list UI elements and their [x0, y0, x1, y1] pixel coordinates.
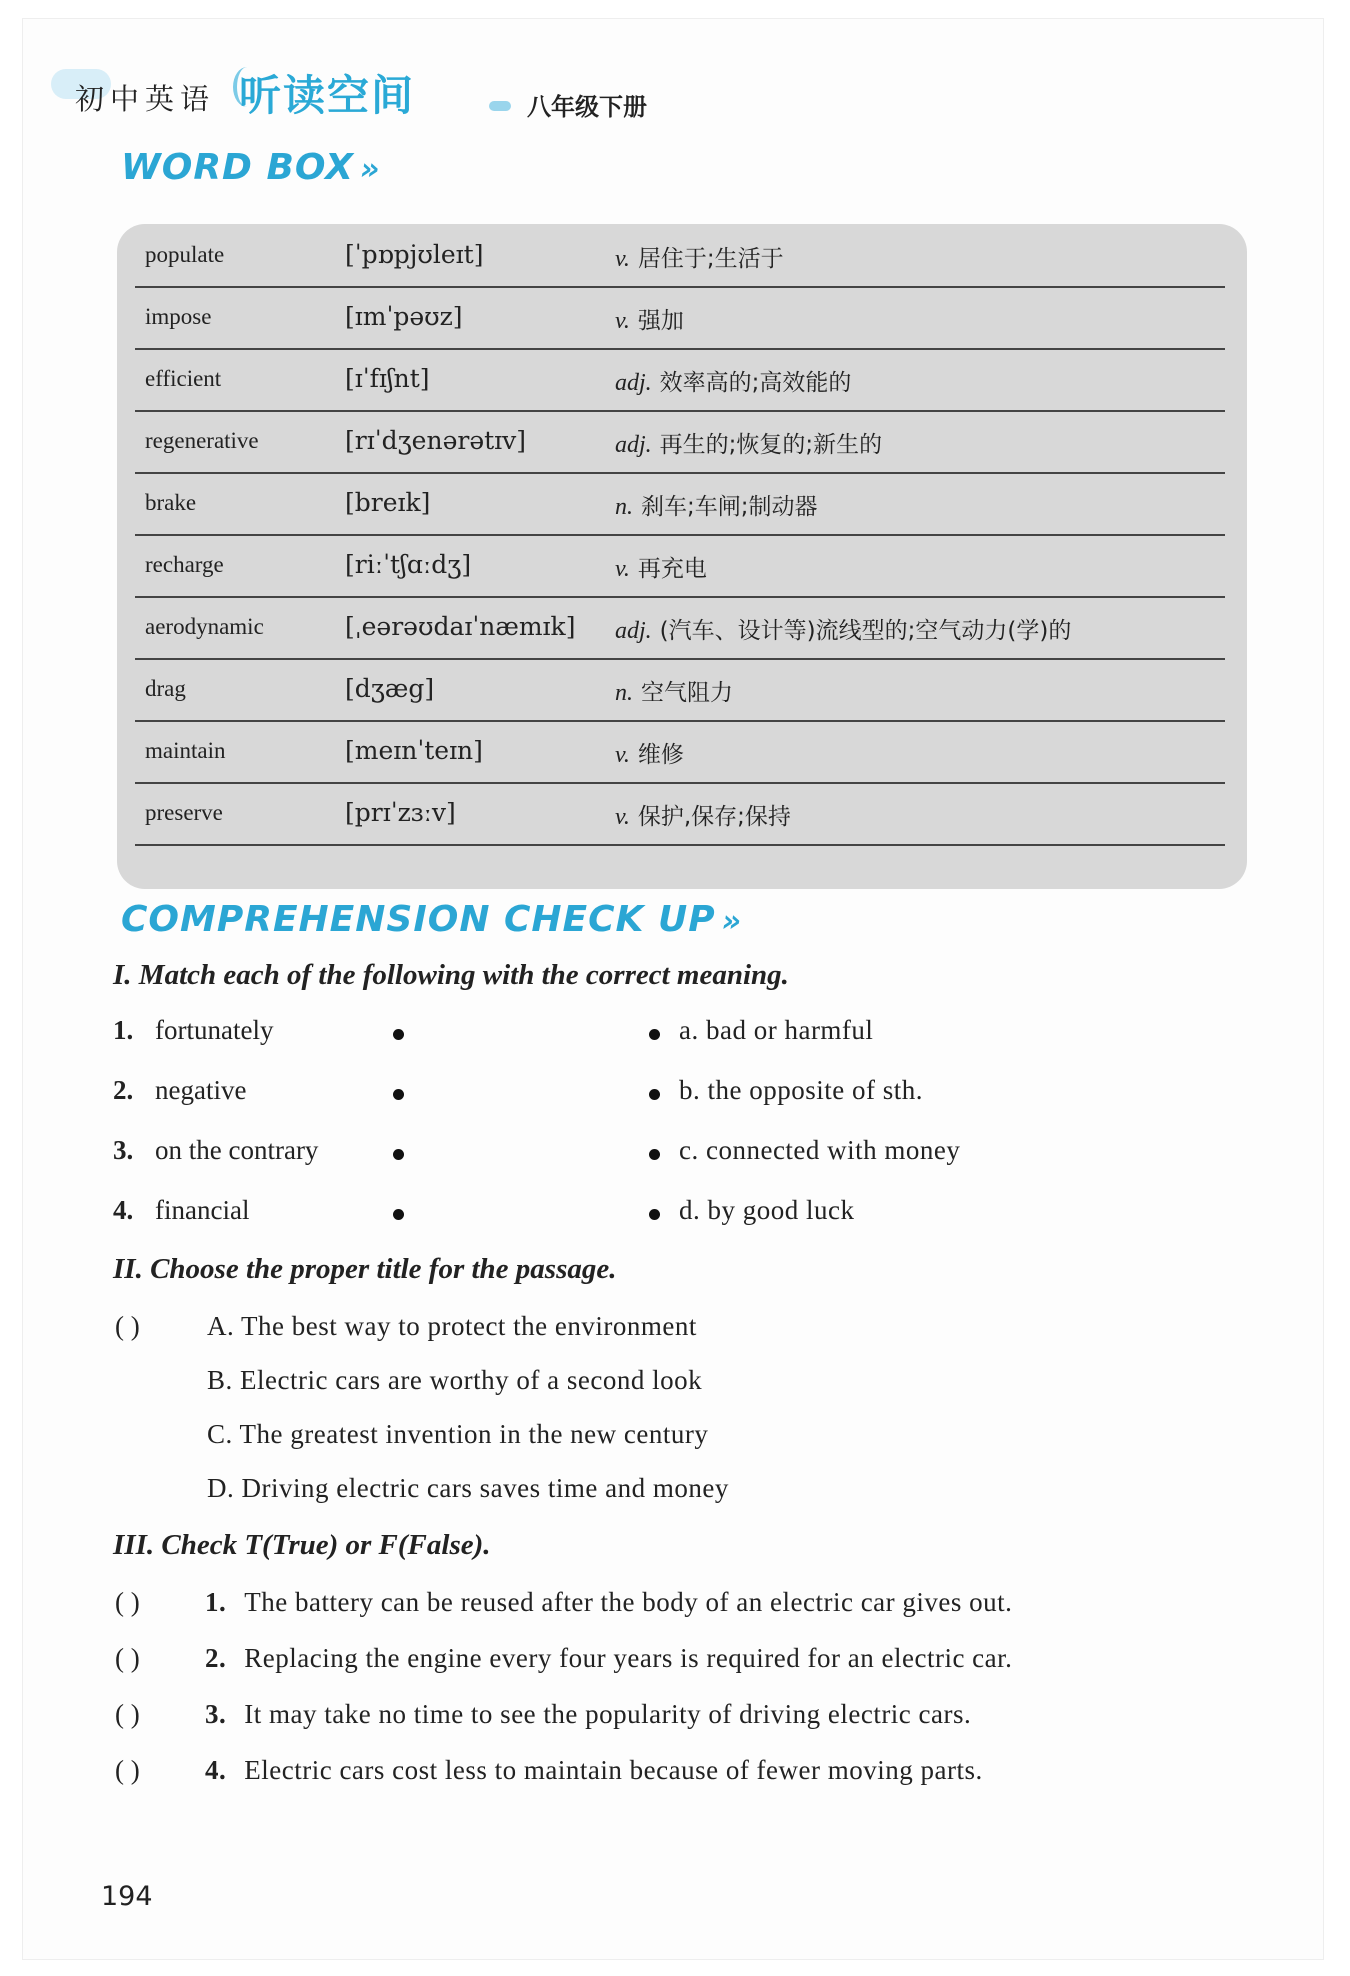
left-dot[interactable] — [393, 1209, 404, 1220]
option-b[interactable]: B. Electric cars are worthy of a second look — [207, 1365, 703, 1395]
meaning: 居住于;生活于 — [637, 246, 784, 272]
page-number: 194 — [101, 1881, 153, 1912]
tf-text: The battery can be reused after the body of an electric car gives out. — [244, 1587, 1013, 1617]
word-row — [135, 596, 1225, 660]
part-of-speech: v. — [615, 742, 630, 768]
part1-heading: I. Match each of the following with the correct meaning. — [113, 959, 789, 991]
definition — [615, 426, 882, 459]
tf-text: Replacing the engine every four years is required for an electric car. — [244, 1643, 1013, 1673]
pill-decoration — [489, 101, 511, 111]
phonetic: [ˌeərəʊdaɪˈnæmɪk] — [345, 612, 576, 641]
phonetic: [prɪˈzɜːv] — [345, 798, 456, 827]
word-row — [135, 534, 1225, 598]
match-item — [113, 1075, 1113, 1119]
meaning: 再充电 — [637, 556, 707, 582]
word-row — [135, 720, 1225, 784]
definition — [615, 364, 851, 397]
word: drag — [145, 676, 186, 701]
definition — [615, 612, 1071, 645]
match-item — [113, 1015, 1113, 1059]
word-box-title-text: WORD BOX — [121, 147, 354, 188]
option-d[interactable]: D. Driving electric cars saves time and money — [207, 1473, 729, 1503]
match-term: fortunately — [155, 1015, 274, 1045]
match-term: on the contrary — [155, 1135, 319, 1165]
answer-blank[interactable]: ( ) — [115, 1755, 140, 1785]
match-item — [113, 1195, 1113, 1239]
word-row — [135, 472, 1225, 536]
running-header — [51, 47, 1051, 137]
match-number: 1. — [113, 1015, 134, 1045]
word: populate — [145, 242, 225, 267]
part3-heading: III. Check T(True) or F(False). — [113, 1529, 491, 1561]
tf-statement — [205, 1587, 1012, 1618]
word-row — [135, 348, 1225, 412]
comprehension-title — [121, 899, 742, 940]
part-of-speech: adj. — [615, 432, 652, 458]
part-of-speech: n. — [615, 494, 633, 520]
option-c[interactable]: C. The greatest invention in the new century — [207, 1419, 709, 1449]
phonetic: [riːˈtʃɑːdʒ] — [345, 550, 472, 579]
word: brake — [145, 490, 197, 515]
match-number: 4. — [113, 1195, 134, 1225]
left-dot[interactable] — [393, 1029, 404, 1040]
right-dot[interactable] — [649, 1149, 660, 1160]
meaning: 保护,保存;保持 — [637, 804, 791, 830]
phonetic: [meɪnˈteɪn] — [345, 736, 483, 765]
left-dot[interactable] — [393, 1089, 404, 1100]
word: impose — [145, 304, 212, 329]
definition — [615, 798, 791, 831]
part-of-speech: adj. — [615, 370, 652, 396]
word-row — [135, 782, 1225, 846]
match-term: financial — [155, 1195, 250, 1225]
part-of-speech: n. — [615, 680, 633, 706]
page — [22, 18, 1324, 1960]
definition — [615, 736, 684, 769]
meaning: 强加 — [637, 308, 684, 334]
phonetic: [ˈpɒpjʊleɪt] — [345, 240, 484, 269]
match-number: 2. — [113, 1075, 134, 1105]
definition — [615, 240, 784, 273]
word: efficient — [145, 366, 222, 391]
match-meaning: d. by good luck — [679, 1195, 855, 1225]
phonetic: [breɪk] — [345, 488, 431, 517]
tf-statement — [205, 1643, 1012, 1674]
answer-blank[interactable]: ( ) — [115, 1643, 140, 1673]
word-box-table — [117, 224, 1247, 889]
match-meaning: c. connected with money — [679, 1135, 961, 1165]
part-of-speech: v. — [615, 246, 630, 272]
match-term: negative — [155, 1075, 247, 1105]
word: recharge — [145, 552, 224, 577]
tf-number: 1. — [205, 1587, 227, 1617]
tf-text: Electric cars cost less to maintain because of fewer moving parts. — [244, 1755, 983, 1785]
match-meaning: b. the opposite of sth. — [679, 1075, 923, 1105]
answer-blank[interactable]: ( ) — [115, 1311, 140, 1341]
match-number: 3. — [113, 1135, 134, 1165]
word-row — [135, 286, 1225, 350]
part-of-speech: v. — [615, 556, 630, 582]
word-row — [135, 410, 1225, 474]
right-dot[interactable] — [649, 1209, 660, 1220]
meaning: 刹车;车闸;制动器 — [641, 494, 818, 520]
tf-number: 2. — [205, 1643, 227, 1673]
answer-blank[interactable]: ( ) — [115, 1699, 140, 1729]
part-of-speech: v. — [615, 308, 630, 334]
comprehension-title-text: COMPREHENSION CHECK UP — [121, 899, 716, 940]
tf-statement — [205, 1755, 983, 1786]
word-box-title — [121, 147, 380, 188]
grade-label: 八年级下册 — [527, 93, 647, 121]
word: maintain — [145, 738, 226, 763]
meaning: 空气阻力 — [641, 680, 733, 706]
answer-blank[interactable]: ( ) — [115, 1587, 140, 1617]
series-name: 初中英语 — [75, 82, 216, 116]
word-row — [135, 224, 1225, 288]
left-dot[interactable] — [393, 1149, 404, 1160]
part-of-speech: v. — [615, 804, 630, 830]
word-row — [135, 658, 1225, 722]
brand-title: 听读空间 — [239, 71, 416, 120]
word: aerodynamic — [145, 614, 264, 639]
right-dot[interactable] — [649, 1029, 660, 1040]
phonetic: [ɪˈfɪʃnt] — [345, 364, 430, 393]
meaning: (汽车、设计等)流线型的;空气动力(学)的 — [659, 618, 1072, 644]
right-dot[interactable] — [649, 1089, 660, 1100]
phonetic: [ɪmˈpəʊz] — [345, 302, 463, 331]
meaning: 维修 — [637, 742, 684, 768]
tf-number: 3. — [205, 1699, 227, 1729]
double-chevron-icon: » — [359, 152, 381, 187]
meaning: 效率高的;高效能的 — [659, 370, 852, 396]
phonetic: [dʒæg] — [345, 674, 435, 703]
definition — [615, 488, 818, 521]
option-a[interactable]: A. The best way to protect the environment — [207, 1311, 697, 1341]
match-meaning: a. bad or harmful — [679, 1015, 874, 1045]
word: preserve — [145, 800, 223, 825]
definition — [615, 674, 733, 707]
meaning: 再生的;恢复的;新生的 — [659, 432, 883, 458]
tf-text: It may take no time to see the popularity of driving electric cars. — [244, 1699, 972, 1729]
tf-number: 4. — [205, 1755, 227, 1785]
word: regenerative — [145, 428, 259, 453]
part-of-speech: adj. — [615, 618, 652, 644]
double-chevron-icon: » — [721, 904, 743, 939]
definition — [615, 302, 684, 335]
phonetic: [rɪˈdʒenərətɪv] — [345, 426, 527, 455]
part2-heading: II. Choose the proper title for the passage. — [113, 1253, 617, 1285]
definition — [615, 550, 707, 583]
match-item — [113, 1135, 1113, 1179]
tf-statement — [205, 1699, 971, 1730]
